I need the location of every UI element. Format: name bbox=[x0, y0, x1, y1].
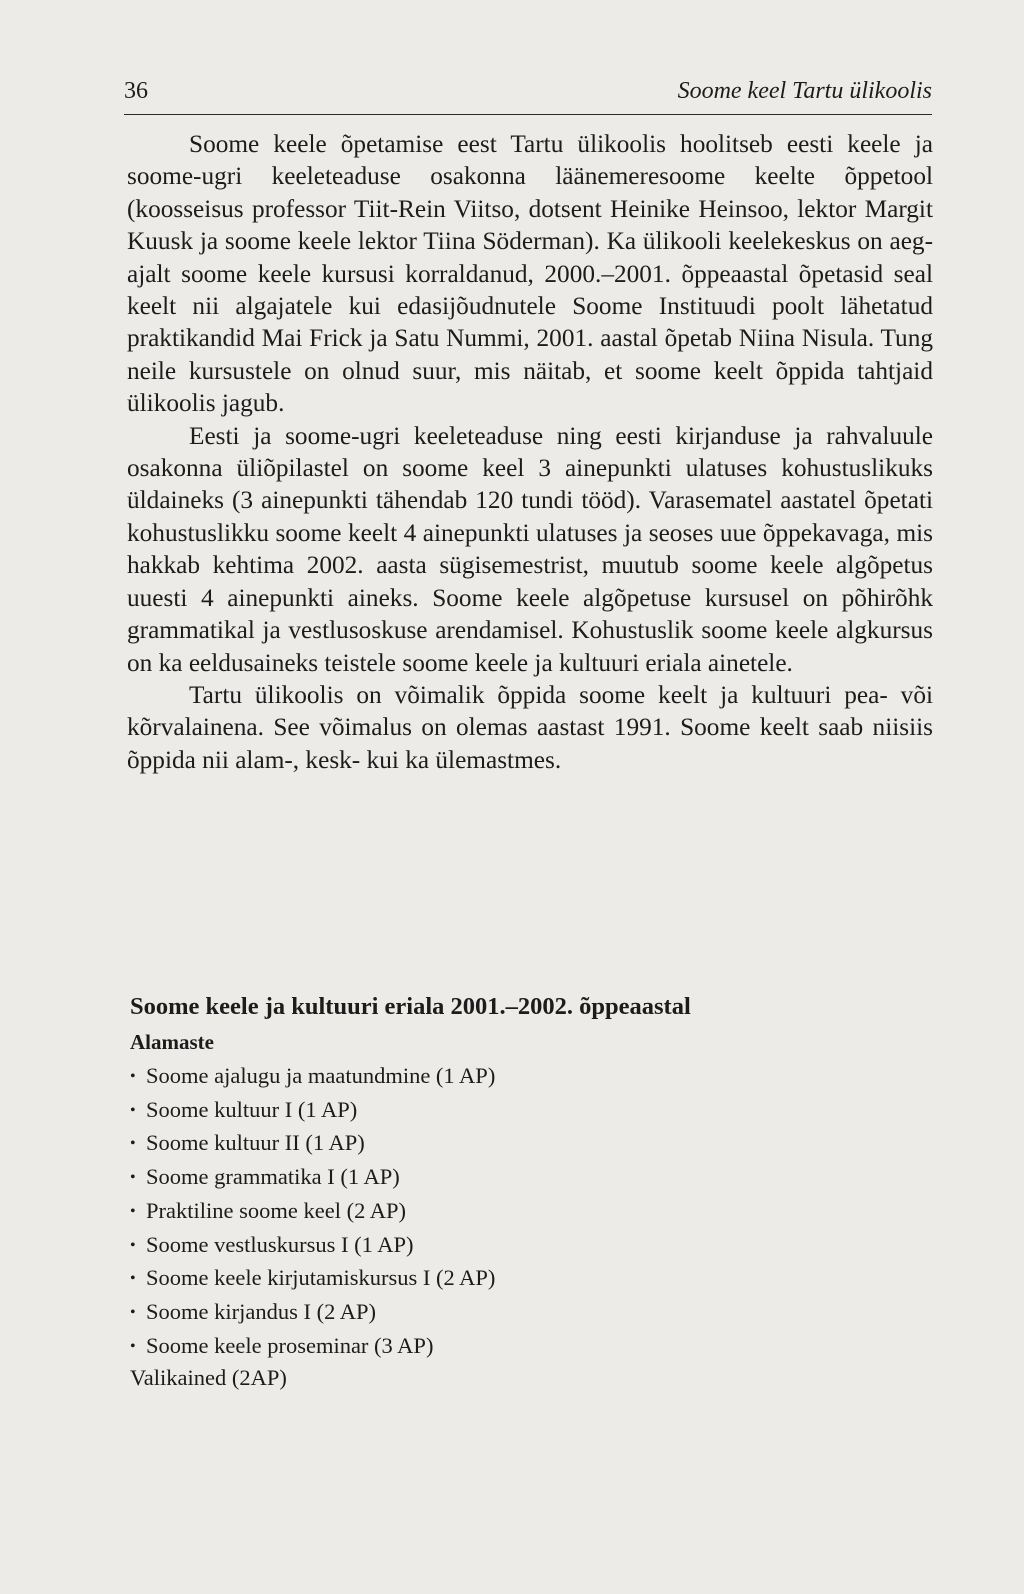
course-label: Soome keele kirjutamiskursus I (2 AP) bbox=[146, 1265, 496, 1291]
curriculum-section bbox=[130, 992, 930, 1393]
course-label: Soome keele proseminar (3 AP) bbox=[146, 1332, 434, 1358]
section-heading: Soome keele ja kultuuri eriala 2001.–2002. õppeaastal bbox=[130, 993, 691, 1020]
electives-line: Valikained (2AP) bbox=[130, 1365, 287, 1391]
course-list bbox=[130, 1060, 930, 1363]
body-text bbox=[127, 128, 933, 776]
bullet-icon: • bbox=[130, 1101, 136, 1119]
course-label: Soome kirjandus I (2 AP) bbox=[146, 1298, 376, 1324]
bullet-icon: • bbox=[130, 1236, 136, 1254]
page-header bbox=[124, 78, 932, 115]
page-number: 36 bbox=[124, 78, 148, 104]
list-item bbox=[130, 1262, 930, 1296]
course-label: Soome kultuur II (1 AP) bbox=[146, 1130, 365, 1156]
bullet-icon: • bbox=[130, 1337, 136, 1355]
list-item bbox=[130, 1195, 930, 1229]
bullet-icon: • bbox=[130, 1169, 136, 1187]
list-item bbox=[130, 1127, 930, 1161]
list-item bbox=[130, 1296, 930, 1330]
course-label: Praktiline soome keel (2 AP) bbox=[146, 1197, 406, 1223]
paragraph-1: Soome keele õpetamise eest Tartu ülikoolis hoolitseb eesti keele ja soome-ugri keeleteaduse osakonna läänemeresoome keelte õppetool (koosseisus professor Tiit-Rein Viitso, dotsent Heinike Heinsoo, lektor Margit Kuusk ja soome keele lektor Tiina Söderman). Ka ülikooli keelekeskus on aeg-ajalt soome keele kursusi korraldanud, 2000.–2001. õppeaastal õpetasid seal keelt nii algajatele kui edasijõudnutele Soome Instituudi poolt lähetatud praktikandid Mai Frick ja Satu Nummi, 2001. aastal õpetab Niina Nisula. Tung neile kursustele on olnud suur, mis näitab, et soome keelt õppida tahtjaid ülikoolis jagub. bbox=[127, 130, 933, 418]
paragraph-2: Eesti ja soome-ugri keeleteaduse ning eesti kirjanduse ja rahvaluule osakonna üliõpilastel on soome keel 3 ainepunkti ulatuses kohustuslikuks üldaineks (3 ainepunkti tähendab 120 tundi tööd). Varasematel aastatel õpetati kohustuslikku soome keelt 4 ainepunkti ulatuses ja seoses uue õppekavaga, mis hakkab kehtima 2002. aasta sügisemestrist, muutub soome keele algõpetus uuesti 4 ainepunkti aineks. Soome keele algõpetuse kursusel on põhirõhk grammatikal ja vestlusoskuse arendamisel. Kohustuslik soome keele algkursus on ka eeldusaineks teistele soome keele ja kultuuri eriala ainetele. bbox=[127, 421, 933, 677]
level-subheading: Alamaste bbox=[130, 1030, 214, 1054]
course-label: Soome ajalugu ja maatundmine (1 AP) bbox=[146, 1063, 496, 1088]
course-label: Soome vestluskursus I (1 AP) bbox=[146, 1231, 414, 1257]
bullet-icon: • bbox=[130, 1135, 136, 1153]
bullet-icon: • bbox=[130, 1270, 136, 1288]
paragraph-3: Tartu ülikoolis on võimalik õppida soome keelt ja kultuuri pea- või kõrvalainena. See võimalus on olemas aastast 1991. Soome keelt saab niisiis õppida nii alam-, kesk- kui ka ülemastmes. bbox=[127, 680, 933, 774]
list-item bbox=[130, 1060, 930, 1094]
list-item bbox=[130, 1330, 930, 1364]
course-label: Soome kultuur I (1 AP) bbox=[146, 1096, 358, 1122]
running-title: Soome keel Tartu ülikoolis bbox=[677, 78, 932, 104]
bullet-icon: • bbox=[130, 1068, 136, 1085]
bullet-icon: • bbox=[130, 1202, 136, 1220]
course-label: Soome grammatika I (1 AP) bbox=[146, 1164, 400, 1190]
bullet-icon: • bbox=[130, 1303, 136, 1321]
list-item bbox=[130, 1229, 930, 1263]
list-item bbox=[130, 1161, 930, 1195]
list-item bbox=[130, 1094, 930, 1128]
